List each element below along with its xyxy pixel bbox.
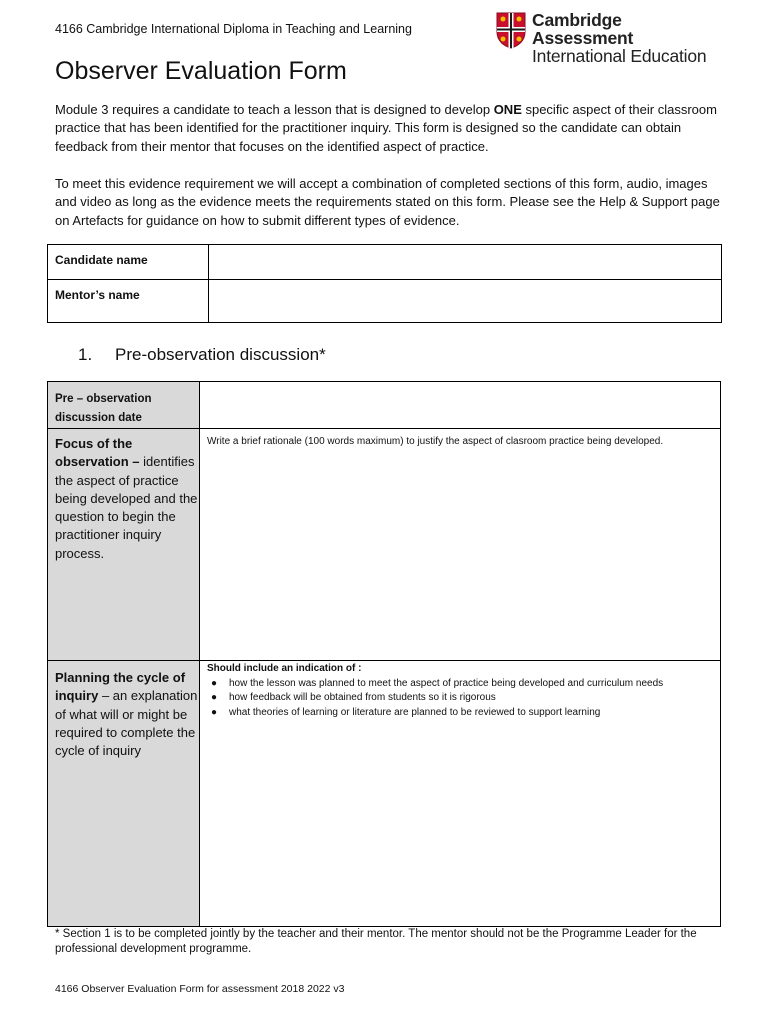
section-1-title: Pre-observation discussion* bbox=[115, 345, 326, 364]
course-header: 4166 Cambridge International Diploma in Teaching and Learning bbox=[55, 22, 412, 36]
section-1-heading bbox=[78, 345, 326, 365]
planning-bullet-list bbox=[207, 677, 720, 721]
mentor-name-label: Mentor’s name bbox=[48, 280, 209, 323]
section-1-number: 1. bbox=[78, 345, 93, 364]
page-title: Observer Evaluation Form bbox=[55, 57, 347, 85]
planning-field[interactable] bbox=[200, 661, 721, 927]
candidate-name-label: Candidate name bbox=[48, 245, 209, 280]
candidate-table bbox=[47, 244, 722, 323]
discussion-date-label: Pre – observation discussion date bbox=[48, 382, 200, 429]
footnote: * Section 1 is to be completed jointly by the teacher and their mentor. The mentor should not be the Programme Leader for the professional development programme. bbox=[55, 928, 697, 955]
planning-bullet-text: how the lesson was planned to meet the aspect of practice being developed and curriculum needs bbox=[229, 677, 664, 689]
discussion-date-field[interactable] bbox=[200, 382, 721, 429]
focus-label-desc: identifies the aspect of practice being developed and the question to begin the practitioner inquiry process. bbox=[55, 454, 198, 561]
list-item bbox=[211, 706, 720, 721]
intro-p1-text-b: specific aspect of their classroom practice that has been identified for the practitioner inquiry. This form is designed so the candidate can obtain feedback from their mentor that focuses on the identified aspect of practice. bbox=[55, 102, 717, 154]
candidate-name-field[interactable] bbox=[209, 245, 722, 280]
page-footer: 4166 Observer Evaluation Form for assessment 2018 2022 v3 bbox=[55, 983, 345, 995]
planning-label-desc: – an explanation of what will or might be required to complete the cycle of inquiry bbox=[55, 688, 198, 759]
focus-label bbox=[48, 429, 200, 661]
logo-wordmark bbox=[532, 11, 726, 65]
cambridge-shield-icon bbox=[496, 12, 526, 49]
planning-bullet-text: how feedback will be obtained from students so it is rigorous bbox=[229, 692, 496, 703]
planning-bullet-text: what theories of learning or literature are planned to be reviewed to support learning bbox=[229, 706, 601, 718]
planning-label-title: Planning the cycle of inquiry bbox=[55, 670, 186, 704]
intro-paragraph-1 bbox=[55, 101, 725, 156]
intro-p1-text-a: Module 3 requires a candidate to teach a lesson that is designed to develop bbox=[55, 102, 494, 117]
bullet-icon: ● bbox=[211, 692, 218, 703]
pre-observation-table bbox=[47, 381, 721, 927]
focus-label-title: Focus of the observation – bbox=[55, 436, 140, 470]
focus-field[interactable] bbox=[200, 429, 721, 661]
focus-instruction: Write a brief rationale (100 words maximum) to justify the aspect of clasroom practice being developed. bbox=[207, 436, 664, 447]
bullet-icon: ● bbox=[211, 706, 218, 718]
logo-line-1: Cambridge Assessment bbox=[532, 10, 634, 48]
planning-intro: Should include an indication of : bbox=[207, 663, 362, 674]
logo-line-2: International Education bbox=[532, 46, 707, 66]
intro-paragraph-2: To meet this evidence requirement we will accept a combination of completed sections of this form, audio, images and video as long as the evidence meets the requirements stated on this form. Please see the Help & Support page on Artefacts for guidance on how to submit different types of evidence. bbox=[55, 176, 720, 228]
list-item bbox=[211, 677, 720, 692]
mentor-name-field[interactable] bbox=[209, 280, 722, 323]
list-item bbox=[211, 691, 720, 706]
planning-label bbox=[48, 661, 200, 927]
cambridge-logo bbox=[496, 10, 726, 66]
bullet-icon: ● bbox=[211, 677, 218, 689]
intro-p1-emphasis: ONE bbox=[493, 102, 522, 117]
